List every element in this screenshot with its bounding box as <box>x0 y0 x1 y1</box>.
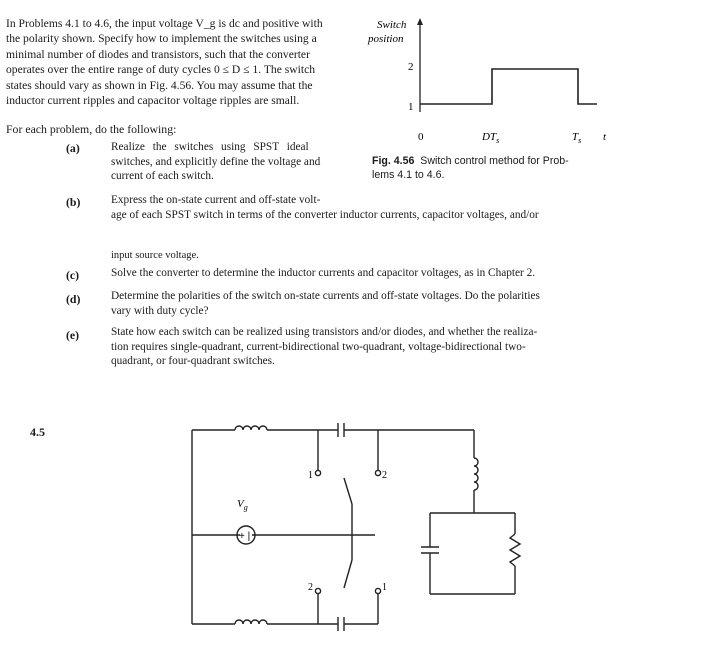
upper-switch-label-2: 2 <box>382 470 387 481</box>
item-d-text <box>111 289 671 318</box>
load-resistor <box>510 534 520 566</box>
source-polarity: + | <box>239 531 251 542</box>
item-b-line-3: input source voltage. <box>111 250 199 261</box>
figure-caption <box>372 155 702 182</box>
source-label-sub: g <box>243 503 248 512</box>
item-d-line-1: Determine the polarities of the switch on-state currents and off-state voltages. Do the polarities <box>111 290 540 302</box>
item-b-line-2: age of each SPST switch in terms of the converter inductor currents, capacitor voltages, and/or <box>111 208 539 221</box>
y-axis-label-position: position <box>368 33 404 45</box>
item-d-line-2: vary with duty cycle? <box>111 304 209 317</box>
item-a-text <box>111 140 369 184</box>
caption-line-1: Switch control method for Prob- <box>420 155 569 167</box>
x-axis-label: t <box>603 131 607 143</box>
source-label <box>237 498 248 512</box>
lower-switch-terminal-1 <box>375 588 380 593</box>
switch-position-figure <box>365 12 625 152</box>
upper-switch-terminal-1 <box>315 470 320 475</box>
item-e-line-2: tion requires single-quadrant, current-bidirectional two-quadrant, voltage-bidirectional two- <box>111 340 526 353</box>
upper-switch-label-1: 1 <box>308 470 313 481</box>
caption-label: Fig. 4.56 <box>372 155 415 167</box>
x-tick-dt-sub: s <box>496 136 500 145</box>
y-axis-label-switch: Switch <box>377 19 407 31</box>
item-b-label: (b) <box>66 195 81 209</box>
item-b-line-1: Express the on-state current and off-state volt- <box>111 194 321 206</box>
lower-switch-terminal-2 <box>315 588 320 593</box>
circuit-diagram <box>180 410 550 640</box>
item-e-text <box>111 325 671 369</box>
x-tick-dt-main: DT <box>482 131 497 143</box>
intro-line-2: the polarity shown. Specify how to implement the switches using a <box>6 32 317 46</box>
x-tick-0: 0 <box>418 131 424 143</box>
item-e-line-1: State how each switch can be realized using transistors and/or diodes, and whether the realiza- <box>111 326 538 338</box>
item-e-label: (e) <box>66 328 80 342</box>
y-axis-arrow-icon <box>417 18 423 25</box>
top-inductor <box>235 426 267 430</box>
item-a-line-2: switches, and explicitly define the voltage and <box>111 155 321 168</box>
intro-line-5: states should vary as shown in Fig. 4.56. You may assume that the <box>6 78 313 92</box>
item-e-line-3: quadrant, or four-quadrant switches. <box>111 355 275 368</box>
source-label-main: V <box>237 498 244 510</box>
item-c-text: Solve the converter to determine the inductor currents and capacitor voltages, as in Chapter 2. <box>111 267 536 279</box>
intro-line-6: inductor current ripples and capacitor voltage ripples are small. <box>6 94 300 108</box>
upper-switch-terminal-2 <box>375 470 380 475</box>
item-a-label: (a) <box>66 141 80 155</box>
problem-number: 4.5 <box>30 425 45 439</box>
caption-line-2: lems 4.1 to 4.6. <box>372 168 445 181</box>
x-tick-t-main: T <box>572 131 579 143</box>
intro-line-4: operates over the entire range of duty cycles 0 ≤ D ≤ 1. The switch <box>6 63 316 77</box>
lower-switch-label-2: 2 <box>308 582 313 593</box>
intro-paragraph <box>6 16 358 108</box>
x-tick-t <box>572 131 581 145</box>
upper-switch-blade <box>344 478 352 504</box>
item-c-label: (c) <box>66 268 80 282</box>
intro-line-1: In Problems 4.1 to 4.6, the input voltage V_g is dc and positive with <box>6 17 323 30</box>
for-each-heading: For each problem, do the following: <box>6 122 177 136</box>
switch-waveform <box>420 69 597 104</box>
item-b-text <box>111 193 671 222</box>
item-a-line-3: current of each switch. <box>111 170 214 183</box>
bottom-inductor <box>235 620 267 624</box>
item-a-line-1: Realize the switches using SPST ideal <box>111 141 309 153</box>
y-tick-1: 1 <box>408 101 414 113</box>
lower-switch-blade <box>344 560 352 588</box>
x-tick-dt <box>481 131 499 145</box>
right-inductor <box>474 458 478 490</box>
intro-line-3: minimal number of diodes and transistors, such that the converter <box>6 47 310 61</box>
item-d-label: (d) <box>66 292 81 306</box>
x-tick-t-sub: s <box>578 136 582 145</box>
y-tick-2: 2 <box>408 61 414 73</box>
lower-switch-label-1: 1 <box>382 582 387 593</box>
